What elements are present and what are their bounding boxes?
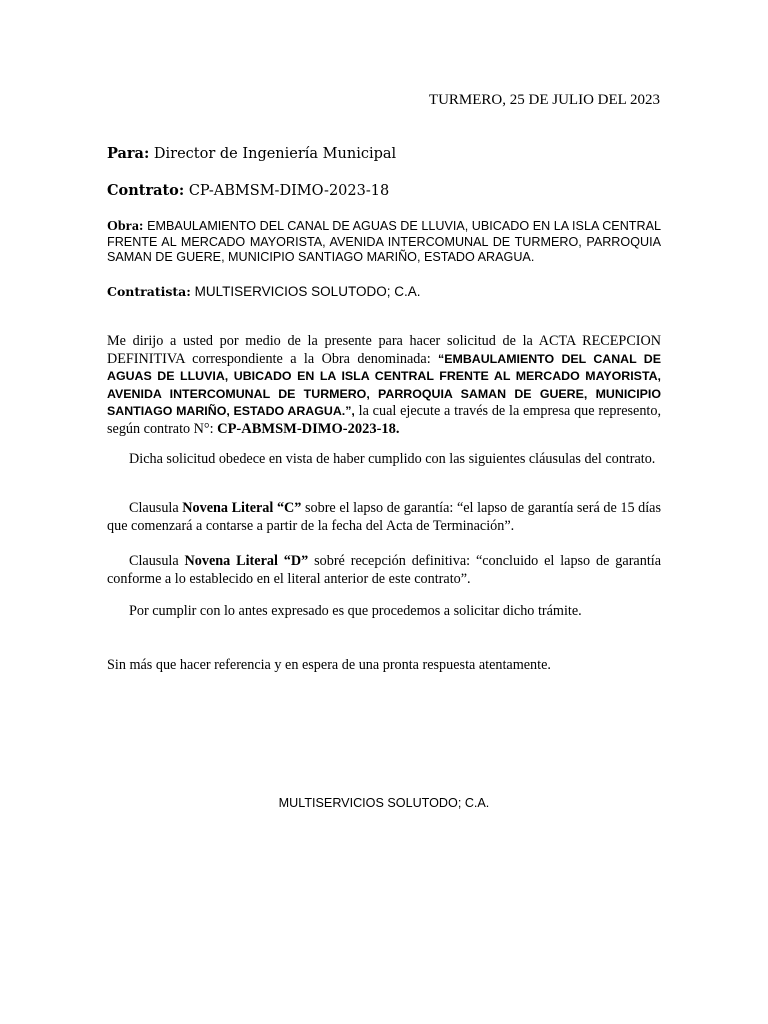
clause-d-text: sobré recepción definitiva: “concluido el lapso de garantía conforme a lo establecido en el literal anterior de este contrato”. xyxy=(107,553,661,587)
contratista-label: Contratista: xyxy=(107,284,191,299)
clause-c-text: sobre el lapso de garantía: “el lapso de garantía será de 15 días que comenzará a contarse a partir de la fecha del Acta de Terminación”. xyxy=(107,500,661,534)
signature-company: MULTISERVICIOS SOLUTODO; C.A. xyxy=(278,796,490,810)
obra-value: EMBAULAMIENTO DEL CANAL DE AGUAS DE LLUVIA, UBICADO EN LA ISLA CENTRAL FRENTE AL MERCADO MAYORISTA, AVENIDA INTERCOMUNAL DE TURMERO, PARROQUIA SAMAN DE GUERE, MUNICIPIO SANTIAGO MARIÑO, ESTADO ARAGUA. xyxy=(107,219,661,264)
request-intro: Me dirijo a usted por medio de la presente para hacer solicitud de la ACTA RECEPCION DEFINITIVA correspondiente a la Obra denominada: xyxy=(107,333,661,367)
clause-c-start: Clausula xyxy=(129,500,183,516)
clause-d-paragraph xyxy=(107,553,661,588)
obra-label: Obra: xyxy=(107,219,144,234)
request-obra-name: “EMBAULAMIENTO DEL CANAL DE AGUAS DE LLUVIA, UBICADO EN LA ISLA CENTRAL FRENTE AL MERCADO MAYORISTA, AVENIDA INTERCOMUNAL DE TURMERO, PARROQUIA SAMAN DE GUERE, MUNICIPIO SANTIAGO MARIÑO, ESTADO ARAGUA.”, xyxy=(107,351,661,418)
para-field xyxy=(107,145,661,162)
contrato-label: Contrato: xyxy=(107,182,185,199)
place-date: TURMERO, 25 DE JULIO DEL 2023 xyxy=(428,92,660,108)
contrato-value: CP-ABMSM-DIMO-2023-18 xyxy=(188,183,390,199)
contratista-value: MULTISERVICIOS SOLUTODO; C.A. xyxy=(194,284,421,299)
clause-c-title: Novena Literal “C” xyxy=(182,500,302,516)
contrato-field xyxy=(107,182,661,199)
clause-c-paragraph xyxy=(107,500,661,535)
clause-d-start: Clausula xyxy=(129,553,185,569)
request-middle: la cual ejecute a través de la empresa que represento, según contrato N°: xyxy=(107,403,661,437)
procedure-paragraph: Por cumplir con lo antes expresado es que procedemos a solicitar dicho trámite. xyxy=(129,603,582,619)
contratista-field xyxy=(107,284,661,299)
clause-d-title: Novena Literal “D” xyxy=(184,553,309,569)
obra-field xyxy=(107,219,661,266)
para-label: Para: xyxy=(107,145,150,162)
closing-paragraph: Sin más que hacer referencia y en espera de una pronta respuesta atentamente. xyxy=(107,657,551,673)
request-contract-number: CP-ABMSM-DIMO-2023-18. xyxy=(217,420,400,437)
request-paragraph xyxy=(107,333,661,438)
para-value: Director de Ingeniería Municipal xyxy=(153,146,397,162)
reason-paragraph: Dicha solicitud obedece en vista de haber cumplido con las siguientes cláusulas del contrato. xyxy=(129,451,656,467)
